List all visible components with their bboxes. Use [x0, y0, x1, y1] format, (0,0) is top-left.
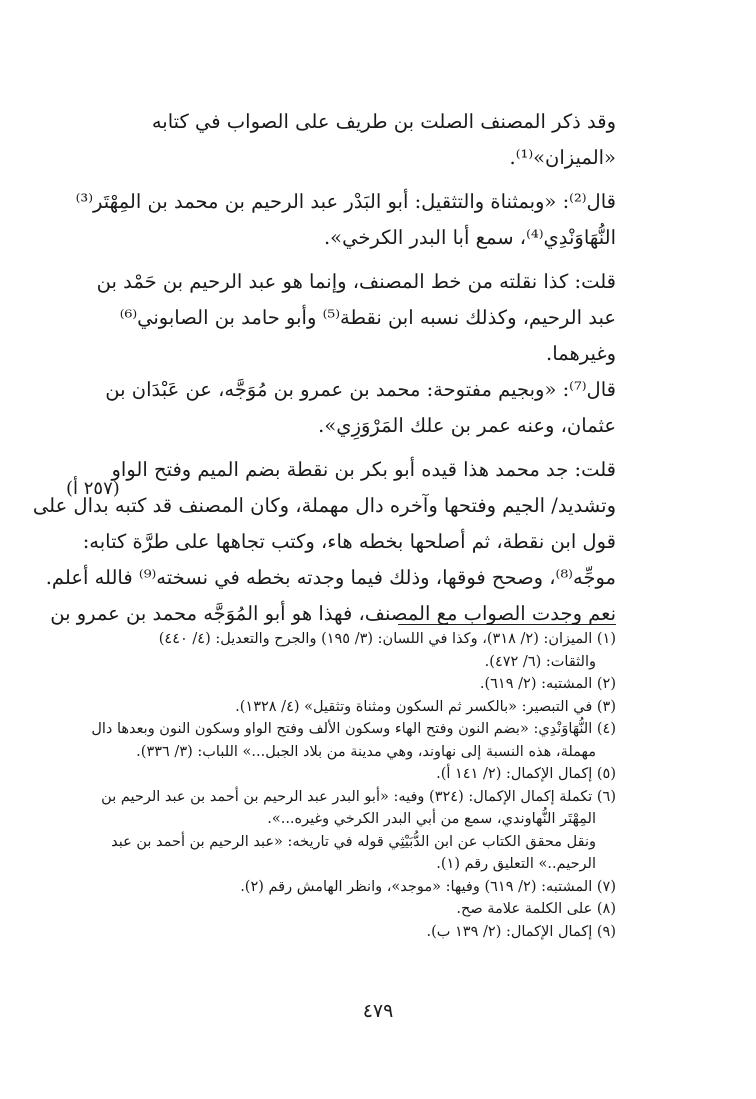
main-line: قلت: كذا نقلته من خط المصنف، وإنما هو عبد الرحيم بن حَمْد بن	[96, 270, 616, 293]
footnotes	[91, 628, 616, 943]
footnote-line: (١) الميزان: (٢/ ٣١٨)، وكذا في اللسان: (٣/ ١٩٥) والجرح والتعديل: (٤/ ٤٤٠)	[158, 631, 616, 647]
paragraph-gap	[140, 256, 616, 264]
main-line: وغيرهما.	[546, 342, 616, 365]
footnote-line: (٢) المشتبه: (٢/ ٦١٩).	[479, 676, 616, 692]
footnote-line: ونقل محقق الكتاب عن ابن الدُّبَيْثِي قوله في تاريخه: «عبد الرحيم بن أحمد بن عبد	[111, 833, 596, 850]
main-line: النُّهَاوَنْدِي⁽⁴⁾، سمع أبا البدر الكرخي».	[323, 226, 616, 249]
footnote-line: (٩) إكمال الإكمال: (٢/ ١٣٩ ب).	[426, 923, 616, 940]
main-line: قلت: جد محمد هذا قيده أبو بكر بن نقطة بضم الميم وفتح الواو	[111, 458, 616, 481]
main-line: وتشديد/ الجيم وفتحها وآخره دال مهملة، وكان المصنف قد كتبه بدال على	[32, 494, 616, 517]
page-number: ٤٧٩	[362, 1000, 394, 1022]
footnote-line: (٣) في التبصير: «بالكسر ثم السكون ومثناة وتثقيل» (٤/ ١٣٢٨).	[235, 698, 616, 715]
main-line: نعم وجدت الصواب مع المصنف، فهذا هو أبو المُوَجَّه محمد بن عمرو بن	[50, 602, 616, 625]
footnote-divider	[398, 624, 616, 625]
paragraph-gap	[140, 444, 616, 452]
footnote-line: المِهْتَر النُّهاوندي، سمع من أبي البدر الكرخي وغيره...».	[267, 811, 596, 827]
footnote-line: مهملة، هذه النسبة إلى نهاوند، وهي مدينة من بلاد الجبل...» اللباب: (٣/ ٣٣٦).	[136, 743, 596, 760]
paragraph-gap	[140, 176, 616, 184]
footnote-line: الرحيم..» التعليق رقم (١).	[436, 856, 596, 872]
footnote-line: والثقات: (٦/ ٤٧٢).	[484, 653, 596, 670]
footnote-line: (٥) إكمال الإكمال: (٢/ ١٤١ أ).	[436, 766, 616, 782]
main-line: عثمان، وعنه عمر بن علك المَرْوَزِي».	[318, 414, 616, 437]
footnote-line: (٤) النُّهَاوَنْدِي: «بضم النون وفتح الهاء وسكون الألف وفتح الواو وسكون النون وبعدها دال	[91, 721, 616, 737]
main-line: عبد الرحيم، وكذلك نسبه ابن نقطة⁽⁵⁾ وأبو حامد بن الصابوني⁽⁶⁾	[119, 306, 616, 329]
footnote-line: (٧) المشتبه: (٢/ ٦١٩) وفيها: «موجد»، وانظر الهامش رقم (٢).	[240, 878, 616, 895]
main-line: وقد ذكر المصنف الصلت بن طريف على الصواب في كتابه	[151, 110, 616, 133]
footnote-line: (٨) على الكلمة علامة صح.	[456, 901, 616, 917]
manuscript-folio-marker: (٢٥٧ أ)	[66, 478, 120, 499]
main-line: «الميزان»⁽¹⁾.	[509, 146, 616, 169]
main-line: قال⁽⁷⁾: «وبجيم مفتوحة: محمد بن عمرو بن مُوَجَّه، عن عَبْدَان بن	[105, 378, 616, 401]
footnote-line: (٦) تكملة إكمال الإكمال: (٣٢٤) وفيه: «أبو البدر عبد الرحيم بن أحمد بن عبد الرحيم بن	[101, 788, 616, 805]
main-line: قال⁽²⁾: «وبمثناة والتثقيل: أبو البَدْر عبد الرحيم بن محمد بن المِهْتَر⁽³⁾	[75, 190, 616, 213]
main-line: موجِّه⁽⁸⁾، وصحح فوقها، وذلك فيما وجدته بخطه في نسخته⁽⁹⁾ فالله أعلم.	[45, 566, 616, 589]
main-line: قول ابن نقطة، ثم أصلحها بخطه هاء، وكتب تجاهها على طرَّة كتابه:	[82, 530, 616, 553]
